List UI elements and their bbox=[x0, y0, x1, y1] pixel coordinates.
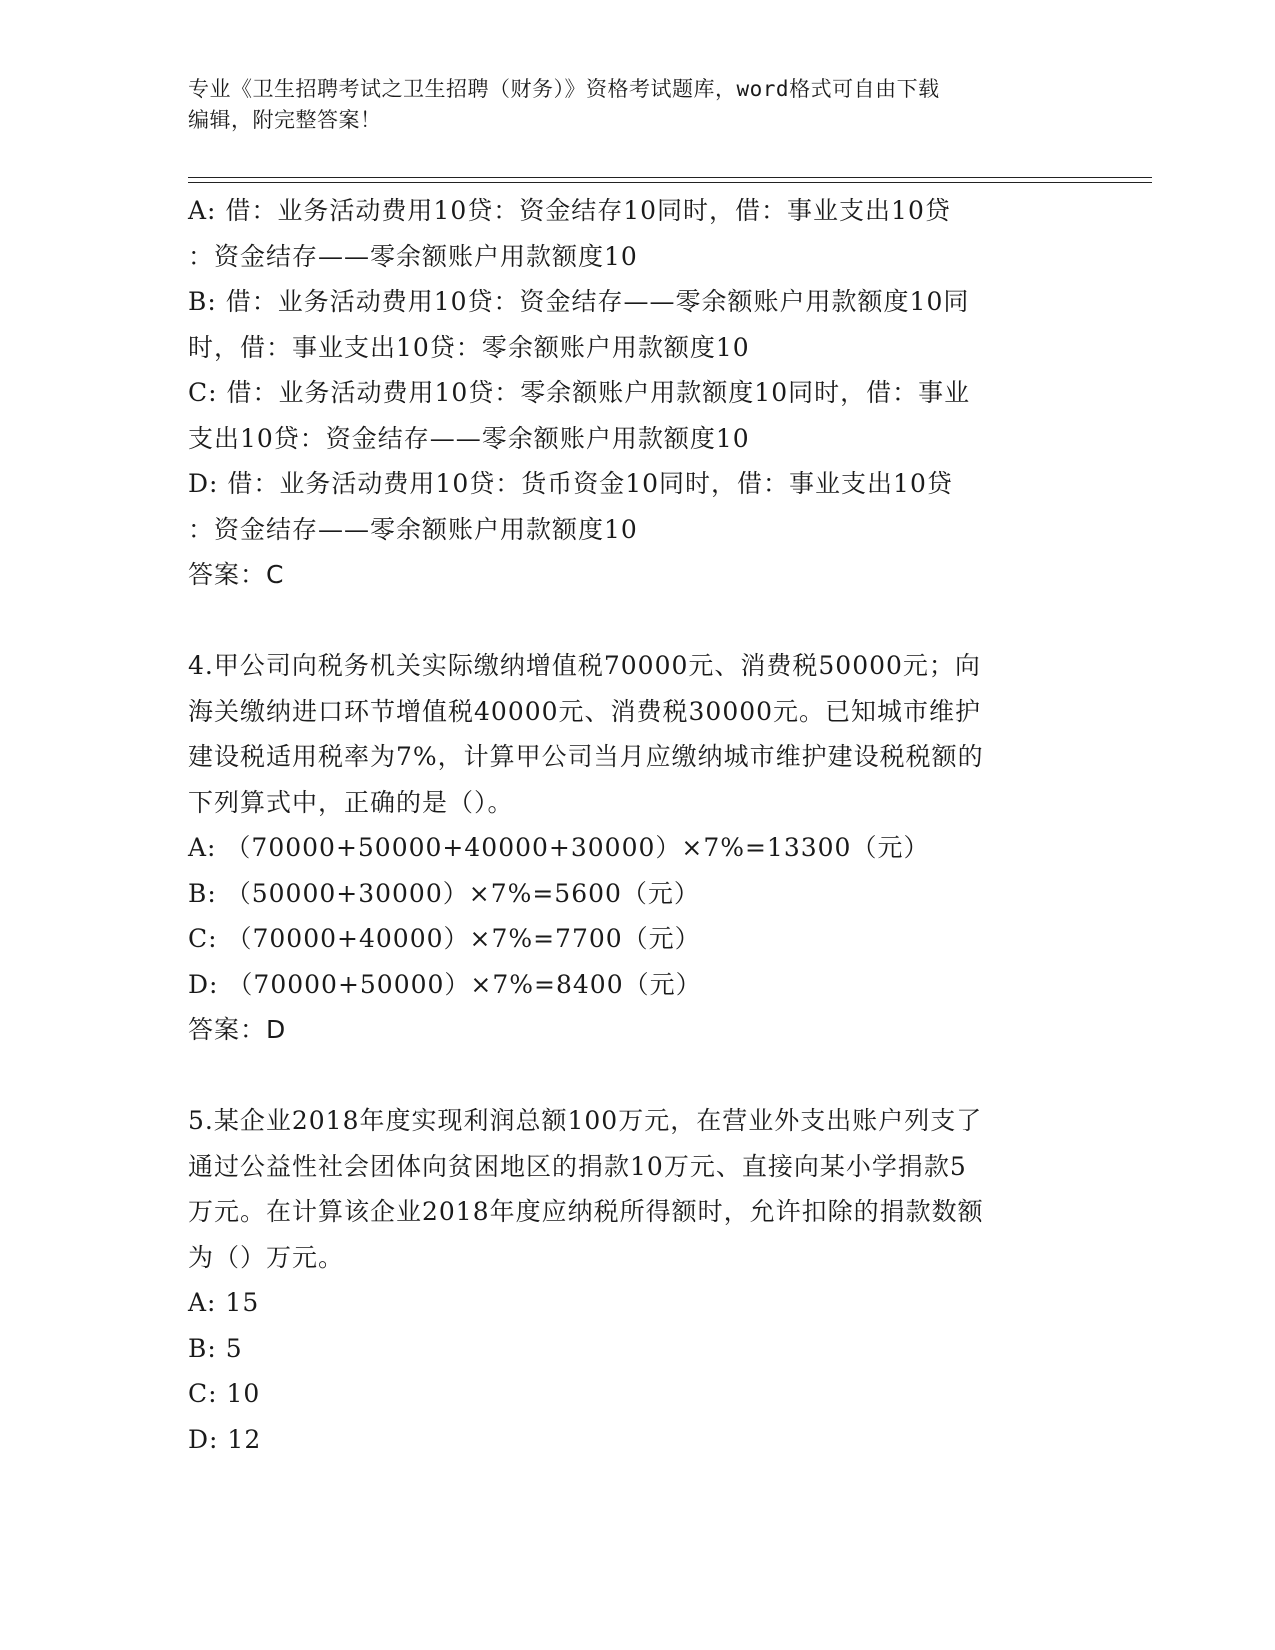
q5-option-b: B: 5 bbox=[188, 1333, 243, 1363]
q3-option-c bbox=[188, 370, 1088, 461]
option-line: C: 借：业务活动费用10贷：零余额账户用款额度10同时，借：事业 bbox=[188, 378, 971, 407]
question-5 bbox=[188, 1098, 1088, 1462]
q4-stem-line: 下列算式中，正确的是（）。 bbox=[188, 787, 514, 817]
question-4 bbox=[188, 643, 1088, 1053]
q5-stem-line: 为（）万元。 bbox=[188, 1242, 345, 1272]
q3-option-b bbox=[188, 279, 1088, 370]
document-header bbox=[188, 74, 1078, 136]
header-line-2: 编辑，附完整答案！ bbox=[188, 108, 382, 132]
option-line: D: 借：业务活动费用10贷：货币资金10同时，借：事业支出10贷 bbox=[188, 469, 953, 498]
q3-answer: 答案：C bbox=[188, 560, 285, 589]
q4-stem-line: 4.甲公司向税务机关实际缴纳增值税70000元、消费税50000元；向 bbox=[188, 651, 981, 680]
spacer bbox=[188, 1053, 1088, 1099]
q4-option-c: C: （70000+40000）×7%=7700（元） bbox=[188, 924, 701, 953]
q5-stem-line: 5.某企业2018年度实现利润总额100万元，在营业外支出账户列支了 bbox=[188, 1106, 983, 1135]
header-line-1: 专业《卫生招聘考试之卫生招聘（财务）》资格考试题库，word格式可自由下载 bbox=[188, 77, 940, 101]
question-3 bbox=[188, 188, 1088, 598]
q4-option-a: A: （70000+50000+40000+30000）×7%=13300（元） bbox=[188, 833, 930, 862]
option-line: A: 借：业务活动费用10贷：资金结存10同时，借：事业支出10贷 bbox=[188, 196, 951, 225]
option-line: ：资金结存——零余额账户用款额度10 bbox=[188, 241, 638, 271]
option-line: 时，借：事业支出10贷：零余额账户用款额度10 bbox=[188, 332, 750, 362]
option-line: ：资金结存——零余额账户用款额度10 bbox=[188, 514, 638, 544]
q5-option-c: C: 10 bbox=[188, 1379, 261, 1408]
option-line: B: 借：业务活动费用10贷：资金结存——零余额账户用款额度10同 bbox=[188, 287, 970, 316]
q4-answer: 答案：D bbox=[188, 1015, 287, 1044]
q5-option-d: D: 12 bbox=[188, 1424, 262, 1454]
q3-option-a bbox=[188, 188, 1088, 279]
header-divider-top bbox=[188, 177, 1152, 178]
q4-option-b: B: （50000+30000）×7%=5600（元） bbox=[188, 878, 700, 908]
q3-option-d bbox=[188, 461, 1088, 552]
spacer bbox=[188, 598, 1088, 644]
q5-stem-line: 万元。在计算该企业2018年度应纳税所得额时，允许扣除的捐款数额 bbox=[188, 1197, 984, 1226]
q5-option-a: A: 15 bbox=[188, 1288, 260, 1317]
option-line: 支出10贷：资金结存——零余额账户用款额度10 bbox=[188, 423, 750, 453]
document-body bbox=[188, 188, 1088, 1462]
q5-stem-line: 通过公益性社会团体向贫困地区的捐款10万元、直接向某小学捐款5 bbox=[188, 1151, 967, 1181]
q4-stem-line: 海关缴纳进口环节增值税40000元、消费税30000元。已知城市维护 bbox=[188, 696, 982, 726]
header-divider-bottom bbox=[188, 182, 1152, 183]
q4-option-d: D: （70000+50000）×7%=8400（元） bbox=[188, 969, 702, 999]
q4-stem-line: 建设税适用税率为7%，计算甲公司当月应缴纳城市维护建设税税额的 bbox=[188, 742, 984, 771]
